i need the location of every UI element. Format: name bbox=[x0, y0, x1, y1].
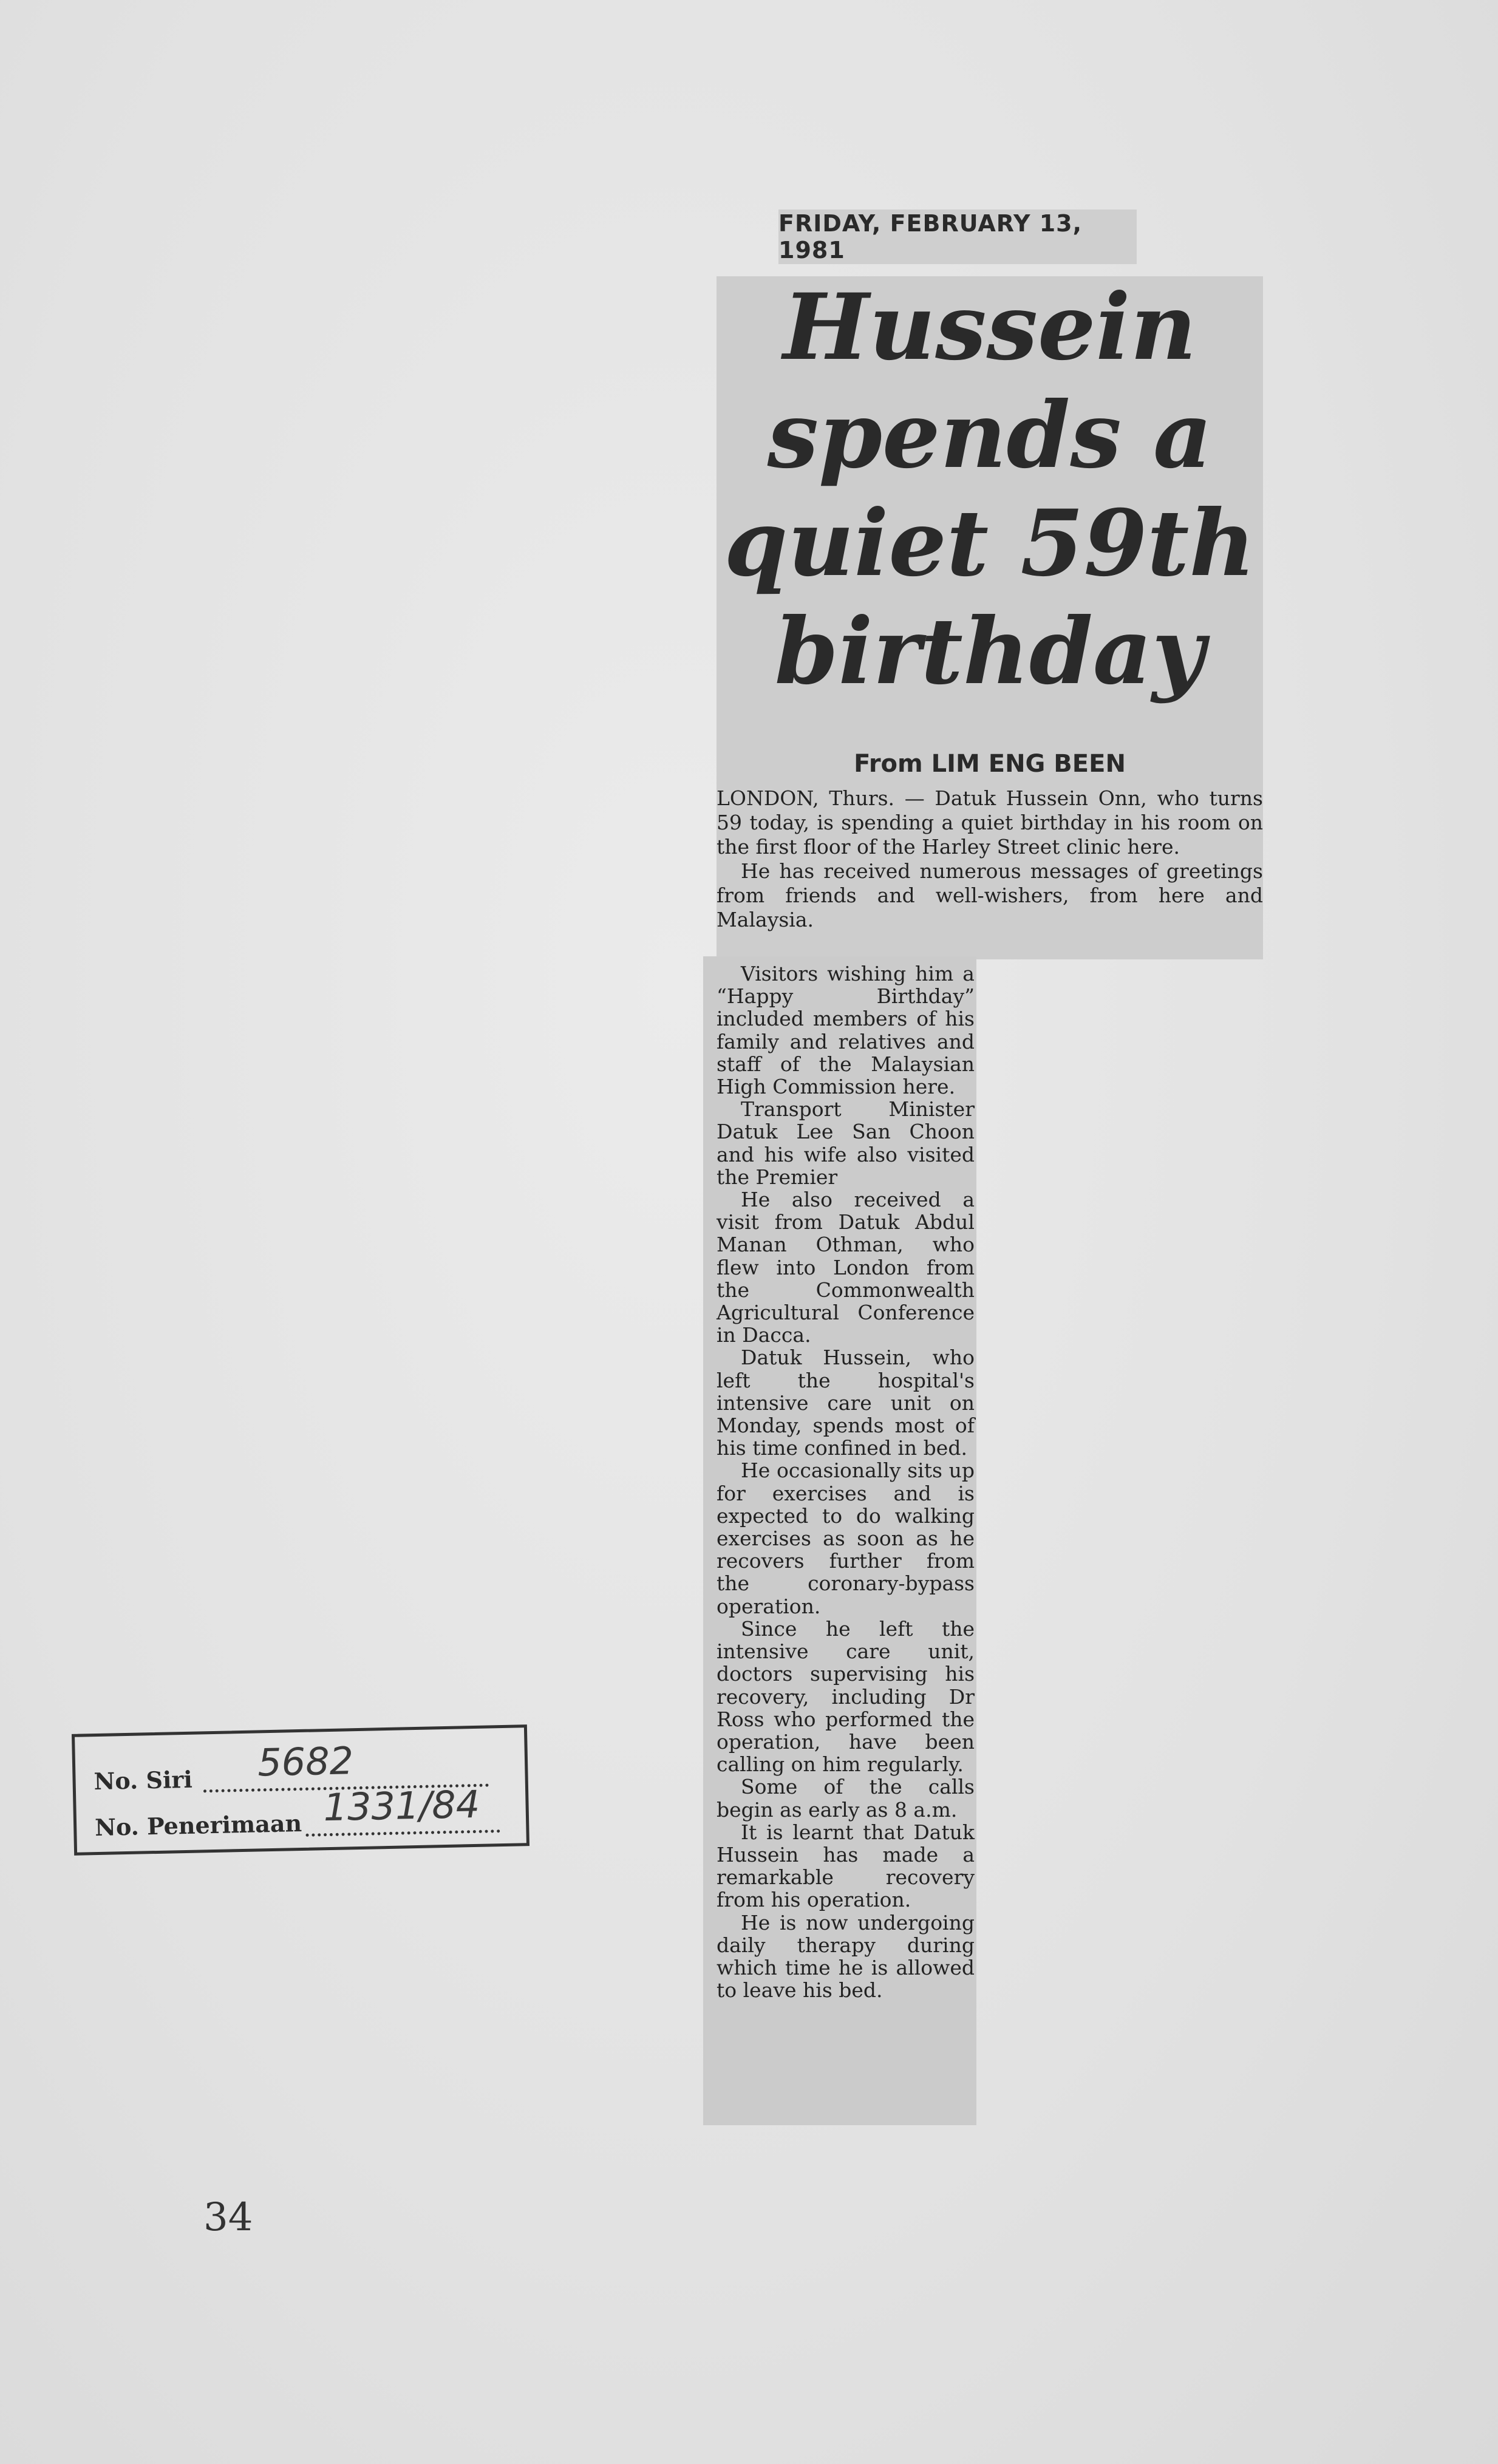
clipping-date: FRIDAY, FEBRUARY 13, 1981 bbox=[778, 209, 1137, 264]
handwritten-siri-number: 5682 bbox=[257, 1738, 354, 1785]
paragraph: He has received numerous messages of greetings from friends and well-wishers, from here and Malaysia. bbox=[717, 859, 1263, 931]
handwritten-penerimaan-number: 1331/84 bbox=[322, 1782, 480, 1830]
headline-line: spends a bbox=[767, 382, 1213, 489]
paragraph: He occasionally sits up for exercises and is expected to do walking exercises as soon as he recovers further from the coronary-bypass operation. bbox=[717, 1458, 975, 1618]
page-number: 34 bbox=[203, 2195, 253, 2240]
paragraph: Some of the calls begin as early as 8 a.m. bbox=[717, 1775, 975, 1822]
stamp-dotted-line bbox=[305, 1782, 500, 1837]
headline-line: quiet 59th bbox=[724, 490, 1256, 597]
archive-stamp bbox=[72, 1724, 529, 1856]
paragraph: Transport Minister Datuk Lee San Choon and his wife also visited the Premier bbox=[717, 1097, 975, 1189]
headline-line: Hussein bbox=[783, 274, 1197, 381]
lead-text bbox=[717, 786, 1263, 932]
paragraph: Datuk Hussein, who left the hospital's intensive care unit on Monday, spends most of his time confined in bed. bbox=[717, 1346, 975, 1460]
stamp-label-siri: No. Siri bbox=[94, 1765, 193, 1795]
stamp-label-penerimaan: No. Penerimaan bbox=[94, 1809, 302, 1842]
paragraph: He is now undergoing daily therapy during which time he is allowed to leave his bed. bbox=[717, 1910, 975, 2003]
paragraph: He also received a visit from Datuk Abdul Manan Othman, who flew into London from the Commonwealth Agricultural Conference in Dacca. bbox=[717, 1188, 975, 1347]
paragraph: Since he left the intensive care unit, doctors supervising his recovery, including Dr Ross who performed the operation, have been calling on him regularly. bbox=[717, 1616, 975, 1777]
headline bbox=[717, 273, 1263, 706]
article-column bbox=[717, 962, 975, 2001]
paragraph: It is learnt that Datuk Hussein has made a remarkable recovery from his operation. bbox=[717, 1820, 975, 1912]
headline-line: birthday bbox=[774, 598, 1205, 705]
paragraph: Visitors wishing him a “Happy Birthday” included members of his family and relatives and staff of the Malaysian High Commission here. bbox=[717, 962, 975, 1099]
byline: From LIM ENG BEEN bbox=[854, 750, 1126, 778]
paragraph: LONDON, Thurs. — Datuk Hussein Onn, who turns 59 today, is spending a quiet birthday in his room on the first floor of the Harley Street clinic here. bbox=[717, 786, 1263, 859]
stamp-row-penerimaan bbox=[94, 1782, 500, 1842]
